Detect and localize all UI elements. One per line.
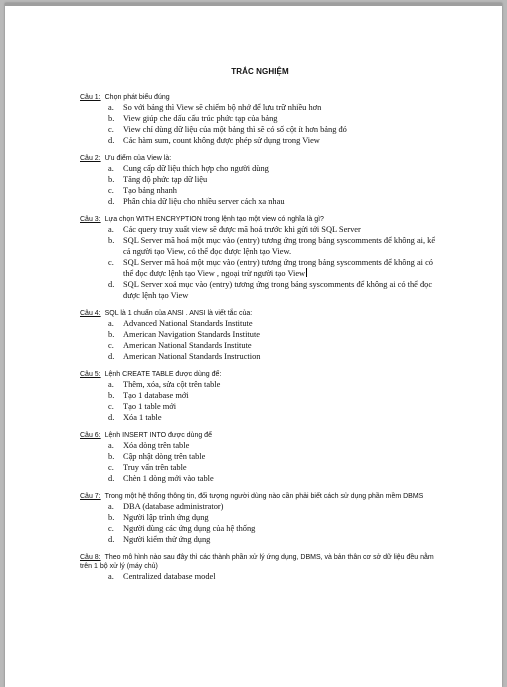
- option-letter: a.: [108, 380, 114, 389]
- option-text: [123, 523, 440, 534]
- question-3: [80, 215, 440, 301]
- option-text-content: Các hàm sum, count không được phép sử dụng trong View: [123, 136, 320, 145]
- option-letter: b.: [108, 513, 115, 522]
- option-text: [123, 351, 440, 362]
- option-text: [123, 462, 440, 473]
- option-letter: d.: [108, 535, 115, 544]
- question-text: Trong một hệ thống thông tin, đối tượng người dùng nào cần phải biết cách sử dụng phần mềm DBMS: [104, 493, 424, 500]
- answer-option: [108, 512, 440, 523]
- option-letter: b.: [108, 330, 115, 339]
- option-letter: b.: [108, 114, 115, 123]
- option-letter: d.: [108, 280, 115, 289]
- option-text: [123, 124, 440, 135]
- answer-option: [108, 571, 440, 582]
- option-text-content: Người kiểm thử ứng dụng: [123, 535, 211, 544]
- answer-option: [108, 318, 440, 329]
- option-text-content: Tạo bảng nhanh: [123, 186, 177, 195]
- question-7: [80, 492, 440, 545]
- question-8: [80, 553, 440, 582]
- question-heading: [80, 309, 440, 318]
- option-letter: a.: [108, 441, 114, 450]
- option-text-content: SQL Server mã hoá một mục vào (entry) tương ứng trong bảng syscomments để không ai, kể cả người tạo View, có thể đọc được lệnh tạo View.: [123, 236, 436, 256]
- option-letter: a.: [108, 164, 114, 173]
- option-text-content: SQL Server mã hoá một mục vào (entry) tương ứng trong bảng syscomments để không ai có thể đọc được lệnh tạo View , ngoại trừ người tạo View: [123, 258, 433, 278]
- question-list: [80, 93, 440, 582]
- answer-option: [108, 224, 440, 235]
- question-heading: [80, 215, 440, 224]
- question-text: Lệnh INSERT INTO được dùng để: [104, 432, 212, 439]
- question-text: Theo mô hình nào sau đây thì các thành phần xử lý ứng dụng, DBMS, và bản thân cơ sở dữ liệu đều nằm trên 1 bộ xử lý (máy chủ): [80, 554, 434, 570]
- option-text: [123, 135, 440, 146]
- option-letter: c.: [108, 402, 114, 411]
- option-letter: c.: [108, 125, 114, 134]
- option-letter: b.: [108, 452, 115, 461]
- text-cursor: [306, 268, 307, 277]
- answer-option: [108, 196, 440, 207]
- answer-option: [108, 279, 440, 301]
- option-text-content: Truy vấn trên table: [123, 463, 187, 472]
- option-text: [123, 440, 440, 451]
- option-text: [123, 571, 440, 582]
- option-letter: b.: [108, 175, 115, 184]
- option-text-content: Centralized database model: [123, 572, 216, 581]
- option-text: [123, 185, 440, 196]
- option-text: [123, 379, 440, 390]
- option-text-content: American National Standards Institute: [123, 341, 252, 350]
- option-letter: a.: [108, 103, 114, 112]
- option-text-content: View giúp che dấu cấu trúc phức tạp của bảng: [123, 114, 278, 123]
- option-letter: a.: [108, 572, 114, 581]
- option-text: [123, 163, 440, 174]
- option-text-content: Xóa dòng trên table: [123, 441, 190, 450]
- question-heading: [80, 93, 440, 102]
- option-text: [123, 329, 440, 340]
- answer-option: [108, 451, 440, 462]
- answer-options: [80, 318, 440, 362]
- option-text: [123, 279, 440, 301]
- option-text: [123, 257, 440, 279]
- answer-option: [108, 523, 440, 534]
- answer-options: [80, 440, 440, 484]
- option-text-content: View chỉ dùng dữ liệu của một bảng thì sẽ có số cột ít hơn bảng đó: [123, 125, 347, 134]
- option-text: [123, 318, 440, 329]
- option-text: [123, 113, 440, 124]
- answer-options: [80, 163, 440, 207]
- answer-option: [108, 501, 440, 512]
- question-text: Lựa chọn WITH ENCRYPTION trong lệnh tạo một view có nghĩa là gì?: [104, 216, 324, 223]
- answer-option: [108, 462, 440, 473]
- option-text: [123, 235, 440, 257]
- question-1: [80, 93, 440, 146]
- option-text: [123, 340, 440, 351]
- answer-options: [80, 102, 440, 146]
- question-number: Câu 6:: [80, 432, 101, 439]
- question-heading: [80, 154, 440, 163]
- question-number: Câu 1:: [80, 94, 101, 101]
- answer-option: [108, 390, 440, 401]
- answer-option: [108, 351, 440, 362]
- answer-option: [108, 340, 440, 351]
- answer-option: [108, 113, 440, 124]
- answer-option: [108, 235, 440, 257]
- option-text: [123, 196, 440, 207]
- answer-option: [108, 379, 440, 390]
- question-heading: [80, 370, 440, 379]
- option-letter: d.: [108, 474, 115, 483]
- option-text-content: Tăng độ phức tạp dữ liệu: [123, 175, 208, 184]
- question-number: Câu 4:: [80, 310, 101, 317]
- question-number: Câu 3:: [80, 216, 101, 223]
- option-text-content: SQL Server xoá mục vào (entry) tương ứng trong bảng syscomments để không ai có thể đọc được lệnh tạo View: [123, 280, 433, 300]
- option-letter: c.: [108, 186, 114, 195]
- option-text-content: Phân chia dữ liệu cho nhiều server cách xa nhau: [123, 197, 285, 206]
- option-text-content: Các query truy xuất view sẽ được mã hoá trước khi gửi tới SQL Server: [123, 225, 361, 234]
- answer-option: [108, 185, 440, 196]
- option-letter: c.: [108, 524, 114, 533]
- option-text-content: American National Standards Instruction: [123, 352, 261, 361]
- option-text-content: DBA (database administrator): [123, 502, 224, 511]
- answer-option: [108, 163, 440, 174]
- answer-option: [108, 440, 440, 451]
- answer-options: [80, 379, 440, 423]
- option-letter: b.: [108, 391, 115, 400]
- option-text-content: Cập nhật dòng trên table: [123, 452, 206, 461]
- option-letter: d.: [108, 197, 115, 206]
- option-text: [123, 174, 440, 185]
- question-number: Câu 8:: [80, 554, 101, 561]
- option-text-content: Advanced National Standards Institute: [123, 319, 253, 328]
- option-text: [123, 412, 440, 423]
- option-letter: c.: [108, 463, 114, 472]
- option-letter: d.: [108, 352, 115, 361]
- answer-option: [108, 257, 440, 279]
- option-text-content: Xóa 1 table: [123, 413, 162, 422]
- option-text: [123, 501, 440, 512]
- question-heading: [80, 431, 440, 440]
- option-text-content: Tạo 1 database mới: [123, 391, 189, 400]
- option-text-content: Chèn 1 dòng mới vào table: [123, 474, 214, 483]
- answer-option: [108, 135, 440, 146]
- answer-options: [80, 571, 440, 582]
- option-text-content: Người lập trình ứng dụng: [123, 513, 209, 522]
- question-text: SQL là 1 chuẩn của ANSI . ANSI là viết tắc của:: [104, 310, 253, 317]
- answer-option: [108, 329, 440, 340]
- option-text: [123, 451, 440, 462]
- answer-option: [108, 174, 440, 185]
- document-body[interactable]: [80, 67, 440, 590]
- question-number: Câu 2:: [80, 155, 101, 162]
- question-heading: [80, 492, 440, 501]
- option-text: [123, 473, 440, 484]
- option-text: [123, 512, 440, 523]
- document-page: [5, 3, 502, 687]
- option-text: [123, 534, 440, 545]
- option-text: [123, 390, 440, 401]
- option-letter: c.: [108, 341, 114, 350]
- question-text: Chọn phát biểu đúng: [104, 94, 170, 101]
- answer-option: [108, 102, 440, 113]
- option-text: [123, 401, 440, 412]
- answer-options: [80, 224, 440, 301]
- option-text-content: Cung cấp dữ liệu thích hợp cho người dùng: [123, 164, 269, 173]
- page-top-strip: [5, 3, 502, 6]
- option-text-content: So với bảng thì View sẽ chiếm bộ nhớ để lưu trữ nhiều hơn: [123, 103, 322, 112]
- option-letter: b.: [108, 236, 115, 245]
- option-text-content: Tạo 1 table mới: [123, 402, 177, 411]
- answer-option: [108, 401, 440, 412]
- answer-options: [80, 501, 440, 545]
- answer-option: [108, 534, 440, 545]
- question-text: Ưu điểm của View là:: [104, 155, 172, 162]
- option-text-content: Thêm, xóa, sửa cột trên table: [123, 380, 221, 389]
- option-letter: a.: [108, 502, 114, 511]
- option-text-content: American Navigation Standards Institute: [123, 330, 260, 339]
- option-letter: a.: [108, 225, 114, 234]
- question-number: Câu 7:: [80, 493, 101, 500]
- option-text: [123, 224, 440, 235]
- option-letter: d.: [108, 136, 115, 145]
- question-5: [80, 370, 440, 423]
- question-number: Câu 5:: [80, 371, 101, 378]
- question-text: Lệnh CREATE TABLE được dùng để:: [104, 371, 222, 378]
- answer-option: [108, 473, 440, 484]
- answer-option: [108, 124, 440, 135]
- document-title: TRẮC NGHIỆM: [231, 67, 289, 76]
- question-4: [80, 309, 440, 362]
- question-2: [80, 154, 440, 207]
- option-letter: c.: [108, 258, 114, 267]
- answer-option: [108, 412, 440, 423]
- question-6: [80, 431, 440, 484]
- option-letter: d.: [108, 413, 115, 422]
- option-letter: a.: [108, 319, 114, 328]
- option-text-content: Người dùng các ứng dụng của hệ thống: [123, 524, 256, 533]
- option-text: [123, 102, 440, 113]
- question-heading: [80, 553, 440, 571]
